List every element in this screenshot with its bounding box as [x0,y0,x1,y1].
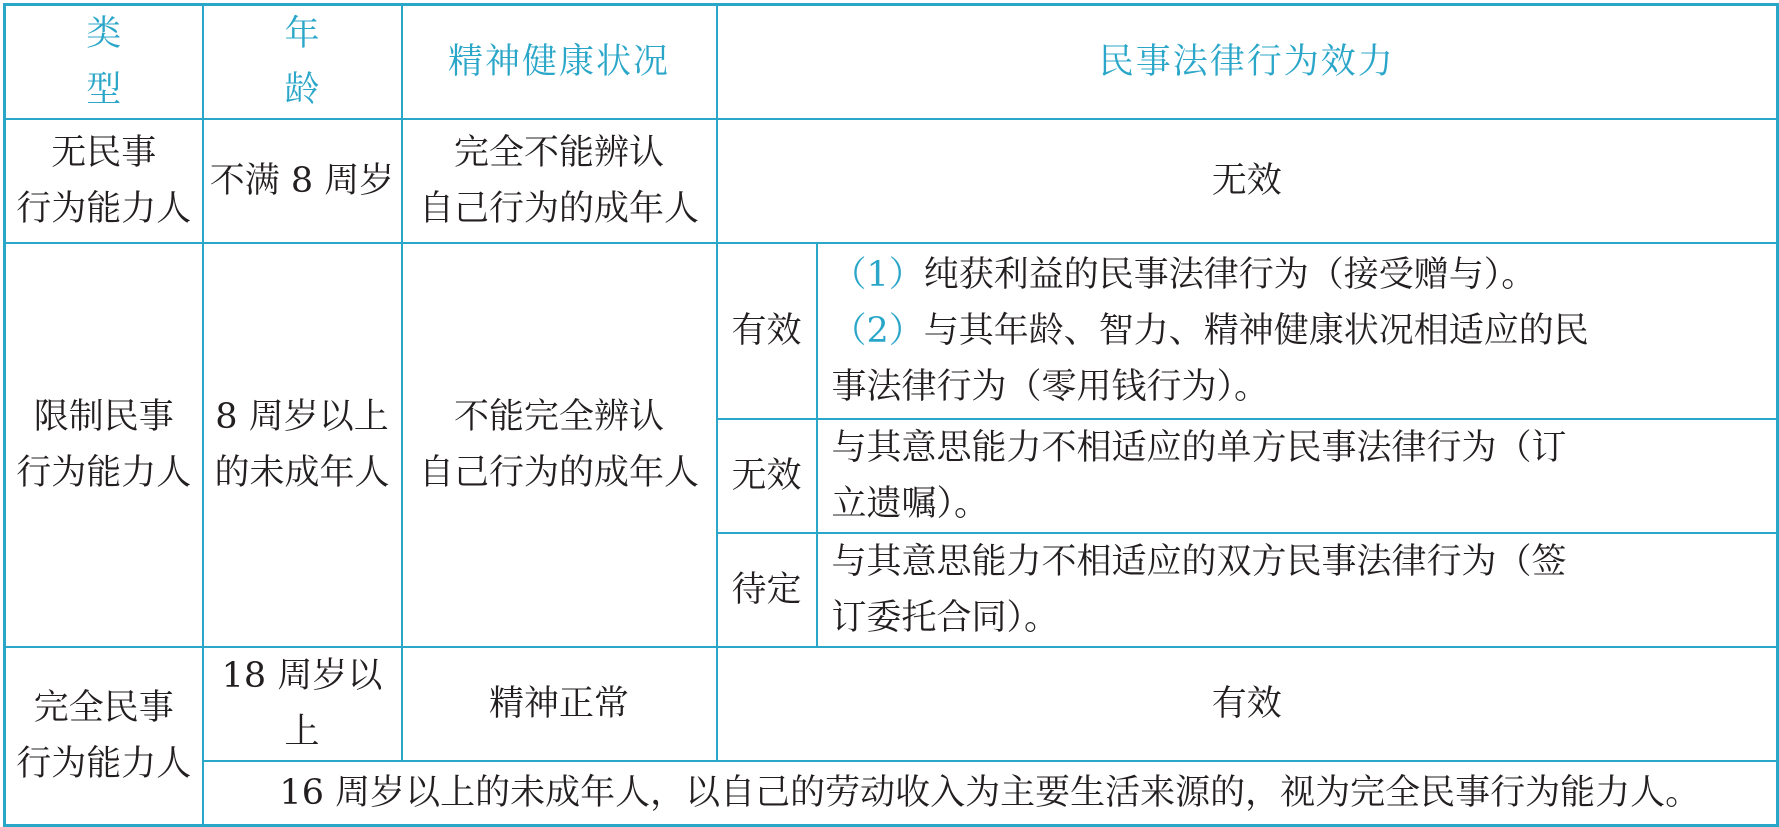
limited-valid-item1-text: 纯获利益的民事法律行为（接受赠与）。 [923,255,1537,295]
header-type: 类 型 [5,5,203,120]
limited-type-line2: 行为能力人 [16,453,192,493]
limited-valid-item2-text-line1: 与其年龄、智力、精神健康状况相适应的民 [923,311,1589,351]
no-capacity-mental [402,119,717,243]
limited-valid-item1 [832,247,1767,303]
limited-type [5,243,203,647]
header-mental: 精神健康状况 [402,5,717,120]
no-capacity-type-line1: 无民事 [51,133,157,173]
limited-valid-item2-line2: 事法律行为（零用钱行为）。 [831,367,1270,407]
limited-valid-label: 有效 [717,243,817,419]
row-limited-valid [5,243,1778,419]
limited-age [203,243,402,647]
no-capacity-mental-line2: 自己行为的成年人 [418,189,699,229]
limited-pending-label: 待定 [717,533,817,647]
full-age: 18 周岁以上 [203,647,402,761]
no-capacity-type-line2: 行为能力人 [16,189,192,229]
limited-pending-line2: 订委托合同）。 [831,598,1060,638]
full-mental: 精神正常 [402,647,717,761]
no-capacity-validity: 无效 [717,119,1778,243]
limited-pending-line1: 与其意思能力不相适应的双方民事法律行为（签 [831,542,1567,582]
limited-type-line1: 限制民事 [33,397,174,437]
full-type [5,647,203,825]
limited-age-line1: 8 周岁以上 [215,397,389,437]
limited-age-line2: 的未成年人 [214,453,390,493]
row-full-note [5,761,1778,825]
full-validity: 有效 [717,647,1778,761]
full-note: 16 周岁以上的未成年人，以自己的劳动收入为主要生活来源的，视为完全民事行为能力人。 [203,761,1778,825]
no-capacity-type [5,119,203,243]
limited-invalid-line2: 立遗嘱）。 [831,484,990,524]
header-validity: 民事法律行为效力 [717,5,1778,120]
full-type-line2: 行为能力人 [16,743,192,784]
header-age: 年 龄 [203,5,402,120]
limited-pending-content [817,533,1778,647]
limited-invalid-line1: 与其意思能力不相适应的单方民事法律行为（订 [831,428,1567,468]
limited-valid-item2-num: （2） [831,311,924,351]
row-full-capacity [5,647,1778,761]
row-no-capacity [5,119,1778,243]
header-row [5,5,1778,120]
limited-valid-item1-num: （1） [831,255,924,295]
full-type-line1: 完全民事 [33,687,174,728]
limited-valid-item2 [832,303,1767,359]
capacity-table [3,3,1779,827]
limited-valid-content [817,243,1778,419]
limited-invalid-content [817,419,1778,533]
limited-invalid-label: 无效 [717,419,817,533]
no-capacity-mental-line1: 完全不能辨认 [453,133,664,173]
limited-mental [402,243,717,647]
limited-mental-line2: 自己行为的成年人 [418,453,699,493]
no-capacity-age: 不满 8 周岁 [203,119,402,243]
limited-mental-line1: 不能完全辨认 [453,397,664,437]
